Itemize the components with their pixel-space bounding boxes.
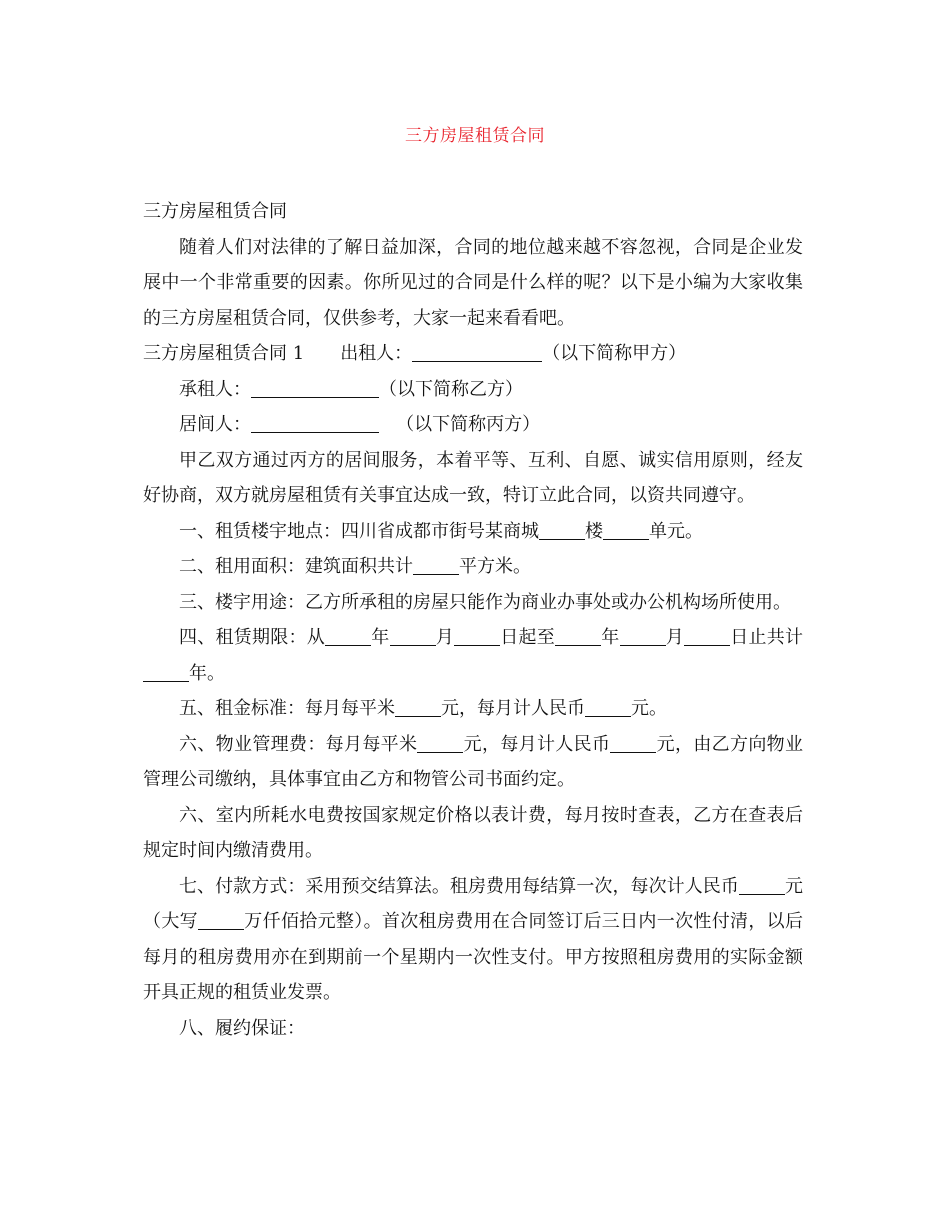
blank-field [454,623,500,646]
blank-field [198,907,244,930]
heading: 三方房屋租赁合同 [143,201,287,222]
blank-field [555,623,601,646]
broker-blank [251,410,379,433]
lessee-line [143,372,803,408]
broker-line [143,407,803,443]
clause-5: 五、租金标准：每月每平米 元，每月计人民币 元。 [143,691,803,727]
blank-field [603,517,649,540]
lessor-blank [412,339,542,362]
blank-field [390,623,436,646]
lessor-note: （以下简称甲方） [542,343,687,364]
blank-field [684,623,730,646]
document-body [143,194,803,1046]
blank-field [739,872,785,895]
clause-2: 二、租用面积：建筑面积共计 平方米。 [143,549,803,585]
blank-field [325,623,371,646]
blank-field [620,623,666,646]
document-title: 三方房屋租赁合同 [405,126,545,146]
broker-note: （以下简称丙方） [396,414,541,435]
intro-paragraph: 随着人们对法律的了解日益加深，合同的地位越来越不容忽视，合同是企业发展中一个非常重要的因素。你所见过的合同是什么样的呢？以下是小编为大家收集的三方房屋租赁合同，仅供参考，大家一起来看看吧。 [143,236,803,329]
clause-6b: 六、室内所耗水电费按国家规定价格以表计费，每月按时查表，乙方在查表后规定时间内缴清费用。 [143,804,803,861]
clause-1: 一、租赁楼宇地点：四川省成都市街号某商城 楼 单元。 [143,514,803,550]
lessor-label: 出租人： [340,343,413,364]
lessee-label: 承租人： [179,378,251,400]
preamble-paragraph: 甲乙双方通过丙方的居间服务，本着平等、互利、自愿、诚实信用原则，经友好协商，双方就房屋租赁有关事宜达成一致，特订立此合同，以资共同遵守。 [143,449,803,506]
blank-field [395,694,441,717]
clause-4: 四、租赁期限：从 年 月 日起至 年 月 日止共计年。 [143,620,803,691]
blank-field [585,694,631,717]
blank-field [610,730,656,753]
broker-label: 居间人： [179,414,251,435]
blank-field [143,659,189,682]
blank-field [539,517,585,540]
blank-field [413,552,459,575]
blank-field [417,730,463,753]
lessee-note: （以下简称乙方） [379,378,523,400]
section1-label: 三方房屋租赁合同 1 [143,343,305,364]
lessor-line [143,336,803,372]
clause-6a: 六、物业管理费：每月每平米 元，每月计人民币 元，由乙方向物业管理公司缴纳，具体事宜由乙方和物管公司书面约定。 [143,727,803,798]
clause-8: 八、履约保证： [179,1017,305,1039]
clause-3: 三、楼宇用途：乙方所承租的房屋只能作为商业办事处或办公机构场所使用。 [179,591,791,613]
lessee-blank [251,375,379,398]
clause-7: 七、付款方式：采用预交结算法。租房费用每结算一次，每次计人民币 元（大写 万仟佰拾元整）。首次租房费用在合同签订后三日内一次性付清，以后每月的租房费用亦在到期前一个星期内一次性支付。甲方按照租房费用的实际金额开具正规的租赁业发票。 [143,869,803,1011]
